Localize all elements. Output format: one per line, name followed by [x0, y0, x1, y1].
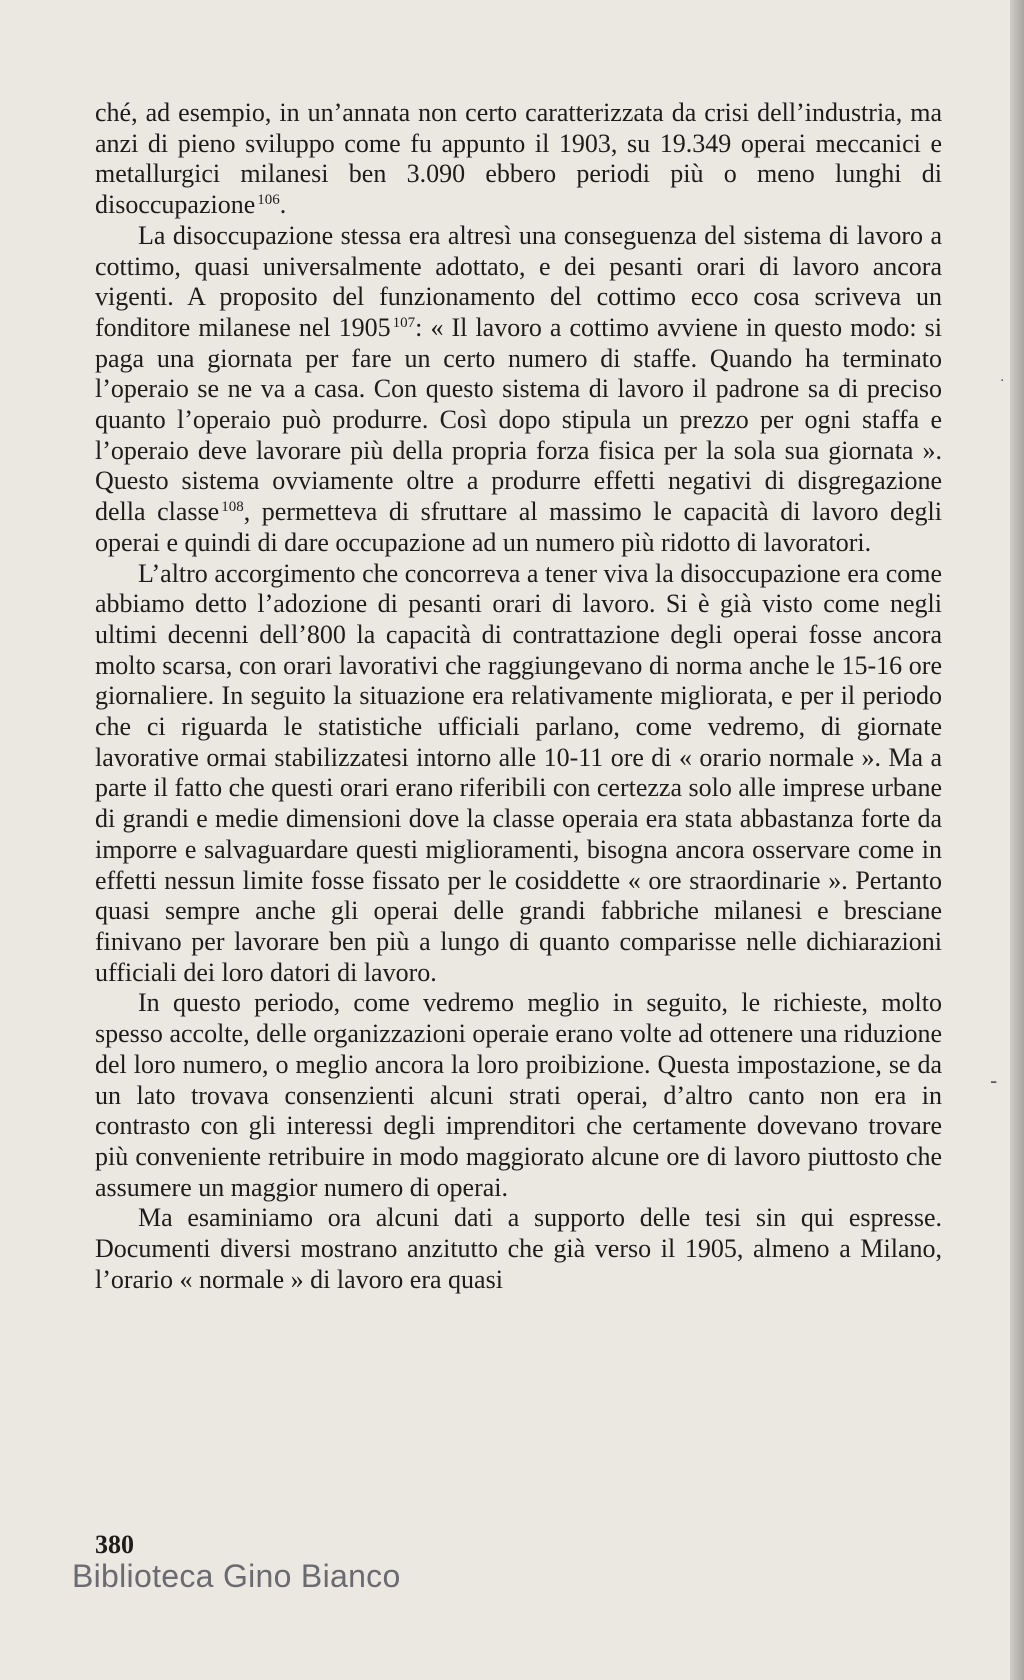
page-edge-shadow: [1010, 0, 1024, 1680]
margin-mark: .: [1000, 368, 1005, 385]
text-segment: , permetteva di sfruttare al massimo le capacità di lavoro degli operai e quindi di dare occupazione ad un numero più ridotto di lavoratori.: [95, 497, 942, 557]
page-number: 380: [95, 1530, 134, 1559]
paragraph: [95, 988, 942, 1203]
footnote-ref: 107: [392, 314, 416, 331]
text-segment: Ma esaminiamo ora alcuni dati a supporto delle tesi sin qui espresse. Documenti diversi mostrano anzitutto che già verso il 1905, almeno a Milano, l’orario « normale » di lavoro era quasi: [95, 1203, 942, 1294]
paragraph: [95, 1203, 942, 1295]
text-segment: ché, ad esempio, in un’annata non certo caratterizzata da crisi dell’industria, ma anzi di pieno sviluppo come fu appunto il 1903, su 19.349 operai meccanici e metallurgici milanesi ben 3.090 ebbero periodi più o meno lunghi di disoccupazione: [95, 98, 942, 220]
footnote-ref: 108: [221, 499, 244, 516]
paragraph: [95, 559, 942, 989]
text-segment: In questo periodo, come vedremo meglio in seguito, le richieste, molto spesso accolte, delle organizzazioni operaie erano volte ad ottenere una riduzione del loro numero, o meglio ancora la loro proibizione. Questa impostazione, se da un lato trovava consenzienti alcuni strati operai, d’altro canto non era in contrasto con gli interessi degli imprenditori che certamente dovevano trovare più conveniente retribuire in modo maggiorato alcune ore di lavoro piuttosto che assumere un maggior numero di operai.: [95, 988, 942, 1202]
watermark-text: Biblioteca Gino Bianco: [72, 1558, 401, 1594]
body-text: [95, 98, 942, 1295]
paragraph: [95, 221, 942, 559]
text-segment: : « Il lavoro a cottimo avviene in questo modo: si paga una giornata per fare un certo numero di staffe. Quando ha terminato l’operaio se ne va a casa. Con questo sistema di lavoro il padrone sa di preciso quanto l’operaio può produrre. Così dopo stipula un prezzo per ogni staffa e l’operaio deve lavorare più della propria forza fisica per la sola sua giornata ». Questo sistema ovviamente oltre a produrre effetti negativi di disgregazione della classe: [95, 312, 942, 527]
text-segment: La disoccupazione stessa era altresì una conseguenza del sistema di lavoro a cottimo, quasi universalmente adottato, e dei pesanti orari di lavoro ancora vigenti. A proposito del funzionamento del cottimo ecco cosa scriveva un fonditore milanese nel 1905: [95, 220, 942, 342]
text-segment: .: [279, 190, 287, 220]
paragraph: [95, 98, 942, 221]
footnote-ref: 106: [257, 192, 280, 209]
text-segment: L’altro accorgimento che concorreva a tener viva la disoccupazione era come abbiamo detto l’adozione di pesanti orari di lavoro. Si è già visto come negli ultimi decenni dell’800 la capacità di contrattazione degli operai fosse ancora molto scarsa, con orari lavorativi che raggiungevano di norma anche le 15-16 ore giornaliere. In seguito la situazione era relativamente migliorata, e per il periodo che ci riguarda le statistiche ufficiali parlano, come vedremo, di giornate lavorative ormai stabilizzatesi intorno alle 10-11 ore di « orario normale ». Ma a parte il fatto che questi orari erano riferibili con certezza solo alle imprese urbane di grandi e medie dimensioni dove la classe operaia era stata abbastanza forte da imporre e salvaguardare questi miglioramenti, bisogna ancora osservare come in effetti nessun limite fosse fissato per le cosiddette « ore straordinarie ». Pertanto quasi sempre anche gli operai delle grandi fabbriche milanesi e bresciane finivano per lavorare ben più a lungo di quanto comparisse nelle dichiarazioni ufficiali dei loro datori di lavoro.: [95, 558, 942, 987]
margin-mark: -: [990, 1068, 998, 1093]
